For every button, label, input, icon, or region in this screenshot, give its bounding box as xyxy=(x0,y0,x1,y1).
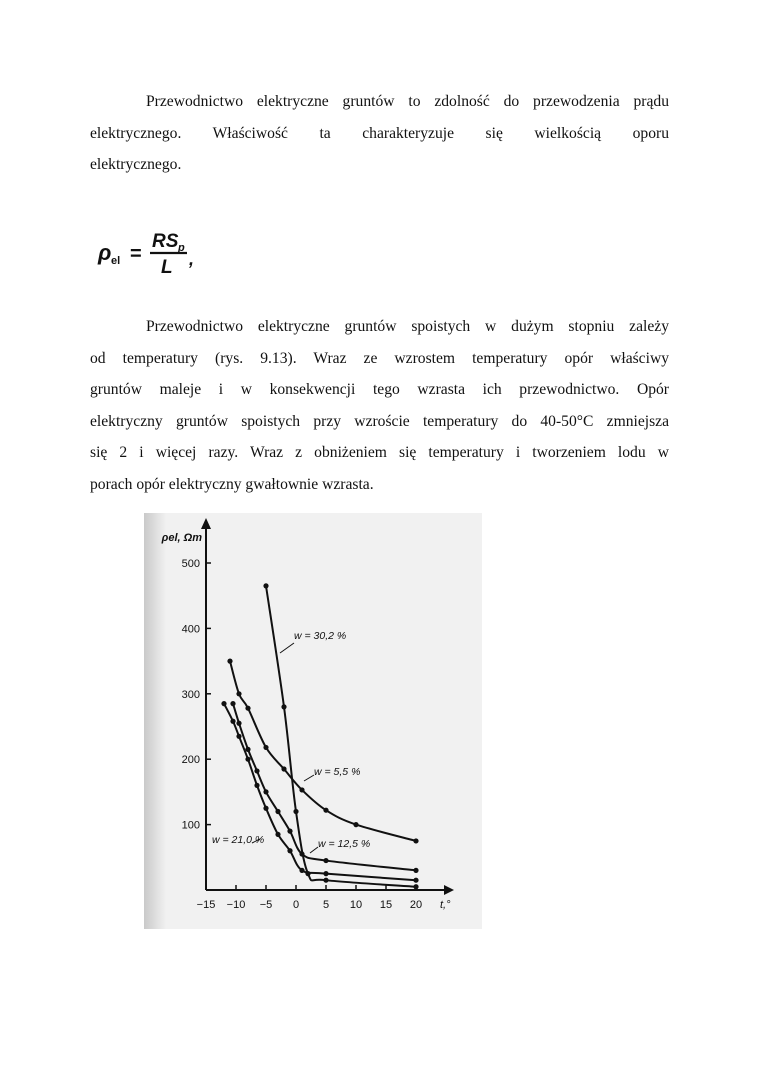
data-point xyxy=(293,809,298,814)
scan-edge-shade xyxy=(144,513,166,929)
data-point xyxy=(299,787,304,792)
data-point xyxy=(263,583,268,588)
y-tick-label: 100 xyxy=(181,819,200,832)
formula-lhs: ρ xyxy=(98,240,112,265)
resistivity-temperature-chart xyxy=(144,513,482,929)
data-point xyxy=(263,806,268,811)
y-tick-label: 500 xyxy=(181,558,200,570)
x-tick-label: 0 xyxy=(292,899,300,911)
data-point xyxy=(245,757,250,762)
data-point xyxy=(263,745,268,750)
paragraph-1-line: Przewodnictwo elektryczne gruntów to zdolność do przewodzenia prądu xyxy=(146,93,669,110)
y-tick-label: 300 xyxy=(181,688,200,701)
data-point xyxy=(230,701,235,706)
resistivity-formula xyxy=(92,220,216,278)
formula-lhs-subscript: el xyxy=(111,255,121,267)
series-line xyxy=(230,661,416,841)
data-point xyxy=(263,789,268,794)
data-point xyxy=(413,884,418,889)
data-point xyxy=(245,747,250,752)
data-point xyxy=(236,691,241,696)
data-point xyxy=(287,829,292,834)
data-point xyxy=(413,868,418,873)
data-point xyxy=(245,706,250,711)
data-point xyxy=(254,783,259,788)
series-label-leader xyxy=(304,775,314,781)
x-axis-arrow xyxy=(444,885,454,895)
data-point xyxy=(323,808,328,813)
paragraph-2-line: elektryczny gruntów spoistych przy wzroście temperatury do 40-50°C zmniejsza xyxy=(90,412,669,430)
data-point xyxy=(287,848,292,853)
series-label: w = 21,0 % xyxy=(212,834,265,846)
formula-numerator: RS xyxy=(152,231,179,252)
data-point xyxy=(305,871,310,876)
x-tick-label: 5 xyxy=(322,899,330,911)
x-tick-label: 10 xyxy=(349,899,363,911)
data-point xyxy=(275,832,280,837)
data-point xyxy=(227,659,232,664)
paragraph-2-line: porach opór elektryczny gwałtownie wzrasta. xyxy=(90,475,374,493)
formula-denominator: L xyxy=(161,257,173,278)
series-label-leader xyxy=(310,847,318,853)
paragraph-2-line: Przewodnictwo elektryczne gruntów spoistych w dużym stopniu zależy xyxy=(146,318,669,335)
paragraph-2-line: gruntów maleje i w konsekwencji tego wzrasta ich przewodnictwo. Opór xyxy=(90,381,669,398)
data-point xyxy=(353,822,358,827)
paragraph-1-line: elektrycznego. xyxy=(90,156,182,173)
y-axis-arrow xyxy=(201,518,211,529)
chart-canvas xyxy=(144,513,482,929)
chart-labels xyxy=(161,532,451,911)
data-point xyxy=(323,878,328,883)
series-label: w = 12,5 % xyxy=(318,838,371,850)
paragraph-1 xyxy=(90,86,669,181)
paragraph-2 xyxy=(90,311,669,500)
series-line xyxy=(224,704,416,881)
x-tick-label: −10 xyxy=(226,899,246,911)
paragraph-2-line: od temperatury (rys. 9.13). Wraz ze wzrostem temperatury opór właściwy xyxy=(90,349,669,367)
series-label: w = 5,5 % xyxy=(314,766,361,778)
y-axis-label: ρel, Ωm xyxy=(161,532,202,544)
x-tick-label: −15 xyxy=(196,899,216,911)
data-point xyxy=(281,704,286,709)
series-label-leader xyxy=(280,643,294,653)
data-point xyxy=(299,851,304,856)
data-point xyxy=(413,878,418,883)
data-point xyxy=(236,721,241,726)
data-point xyxy=(323,858,328,863)
data-point xyxy=(254,768,259,773)
data-point xyxy=(281,766,286,771)
data-point xyxy=(299,868,304,873)
x-tick-label: −5 xyxy=(259,899,273,911)
series-label: w = 30,2 % xyxy=(294,630,347,642)
x-tick-label: 15 xyxy=(379,899,393,911)
paragraph-2-line: się 2 i więcej razy. Wraz z obniżeniem się temperatury i tworzeniem lodu w xyxy=(90,444,669,461)
y-tick-label: 200 xyxy=(181,754,200,767)
data-point xyxy=(323,871,328,876)
formula-comma: , xyxy=(189,249,195,269)
x-tick-label: 20 xyxy=(409,899,423,911)
data-point xyxy=(236,734,241,739)
data-point xyxy=(221,701,226,706)
x-axis-label: t,° xyxy=(440,899,451,911)
paragraph-1-line: elektrycznego. Właściwość ta charakteryzuje się wielkością oporu xyxy=(90,124,669,142)
data-point xyxy=(275,809,280,814)
y-tick-label: 400 xyxy=(181,623,200,636)
data-point xyxy=(230,719,235,724)
data-point xyxy=(413,838,418,843)
formula-numerator-subscript: p xyxy=(178,242,185,254)
formula-equals: = xyxy=(130,243,142,265)
